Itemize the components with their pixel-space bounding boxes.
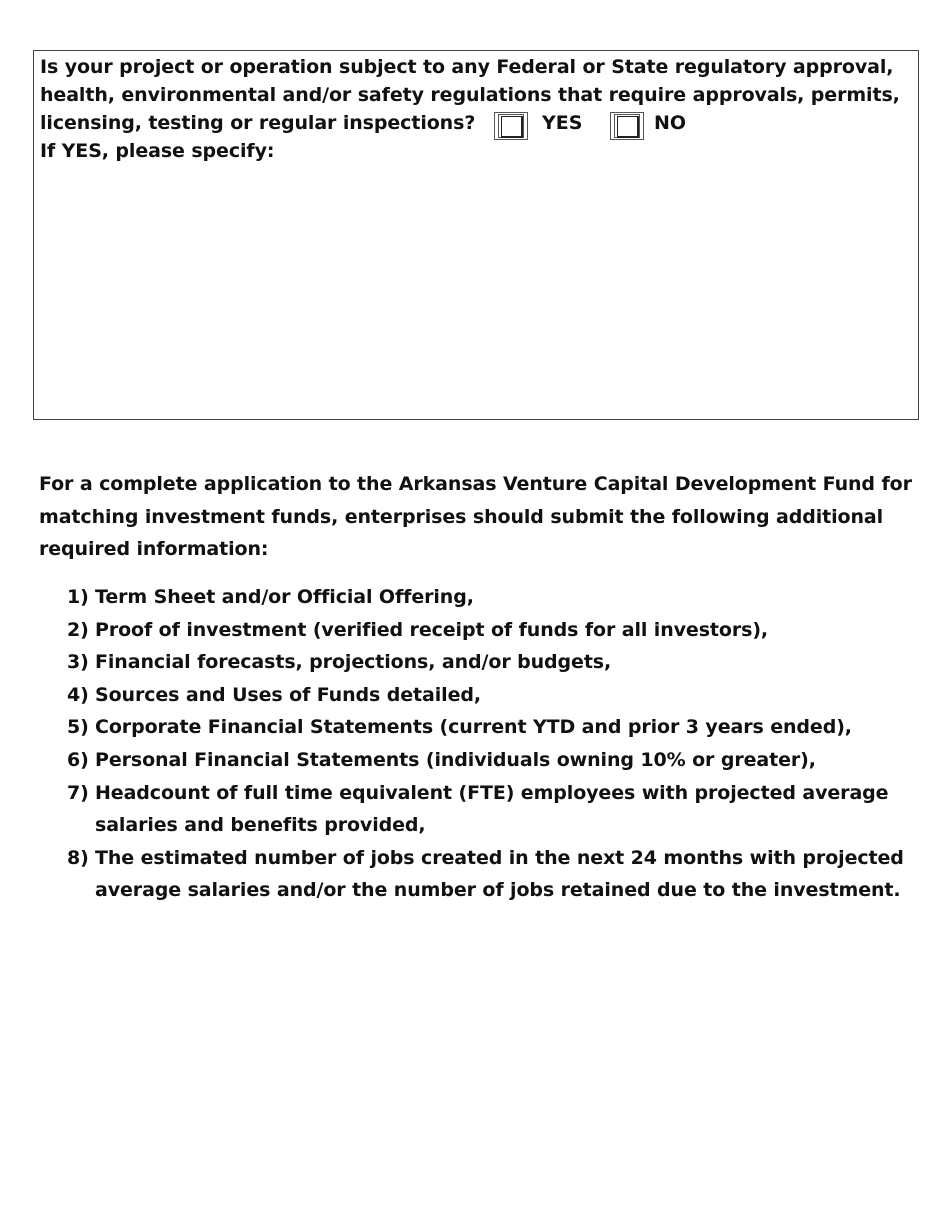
list-item-number: 8) — [67, 846, 89, 869]
specify-text-area[interactable] — [40, 169, 912, 409]
list-item — [67, 581, 927, 614]
yes-checkbox[interactable] — [494, 112, 528, 140]
list-item-text: Sources and Uses of Funds detailed, — [95, 683, 481, 706]
question-line-3: licensing, testing or regular inspections? — [40, 112, 476, 134]
requirements-list — [67, 581, 927, 907]
no-checkbox[interactable] — [610, 112, 644, 140]
list-item — [67, 842, 927, 907]
list-item-number: 6) — [67, 748, 89, 771]
list-item-number: 2) — [67, 618, 89, 641]
specify-prompt: If YES, please specify: — [40, 140, 275, 162]
list-item — [67, 744, 927, 777]
regulatory-question-box — [33, 50, 919, 420]
list-item-number: 4) — [67, 683, 89, 706]
yes-label: YES — [542, 112, 583, 134]
list-item — [67, 646, 927, 679]
list-item — [67, 777, 927, 842]
list-item-text: Proof of investment (verified receipt of funds for all investors), — [95, 618, 769, 641]
list-item-text: Headcount of full time equivalent (FTE) employees with projected average salaries and benefits provided, — [95, 781, 889, 837]
list-item-number: 7) — [67, 781, 89, 804]
list-item-number: 1) — [67, 586, 89, 608]
list-item — [67, 614, 927, 647]
no-label: NO — [654, 112, 687, 134]
list-item-number: 5) — [67, 716, 89, 739]
question-line-2: health, environmental and/or safety regulations that require approvals, permits, — [40, 84, 900, 106]
list-item-text: The estimated number of jobs created in the next 24 months with projected average salaries and/or the number of jobs retained due to the investment. — [95, 846, 904, 902]
list-item — [67, 679, 927, 712]
list-item-text: Term Sheet and/or Official Offering, — [95, 586, 474, 608]
application-instructions: For a complete application to the Arkansas Venture Capital Development Fund for matching investment funds, enterprises should submit the following additional required information: — [39, 473, 912, 560]
question-line-1: Is your project or operation subject to any Federal or State regulatory approval, — [40, 56, 894, 78]
list-item — [67, 711, 927, 744]
list-item-text: Personal Financial Statements (individuals owning 10% or greater), — [95, 748, 816, 771]
list-item-number: 3) — [67, 651, 89, 674]
list-item-text: Financial forecasts, projections, and/or budgets, — [95, 651, 612, 674]
list-item-text: Corporate Financial Statements (current YTD and prior 3 years ended), — [95, 716, 852, 739]
